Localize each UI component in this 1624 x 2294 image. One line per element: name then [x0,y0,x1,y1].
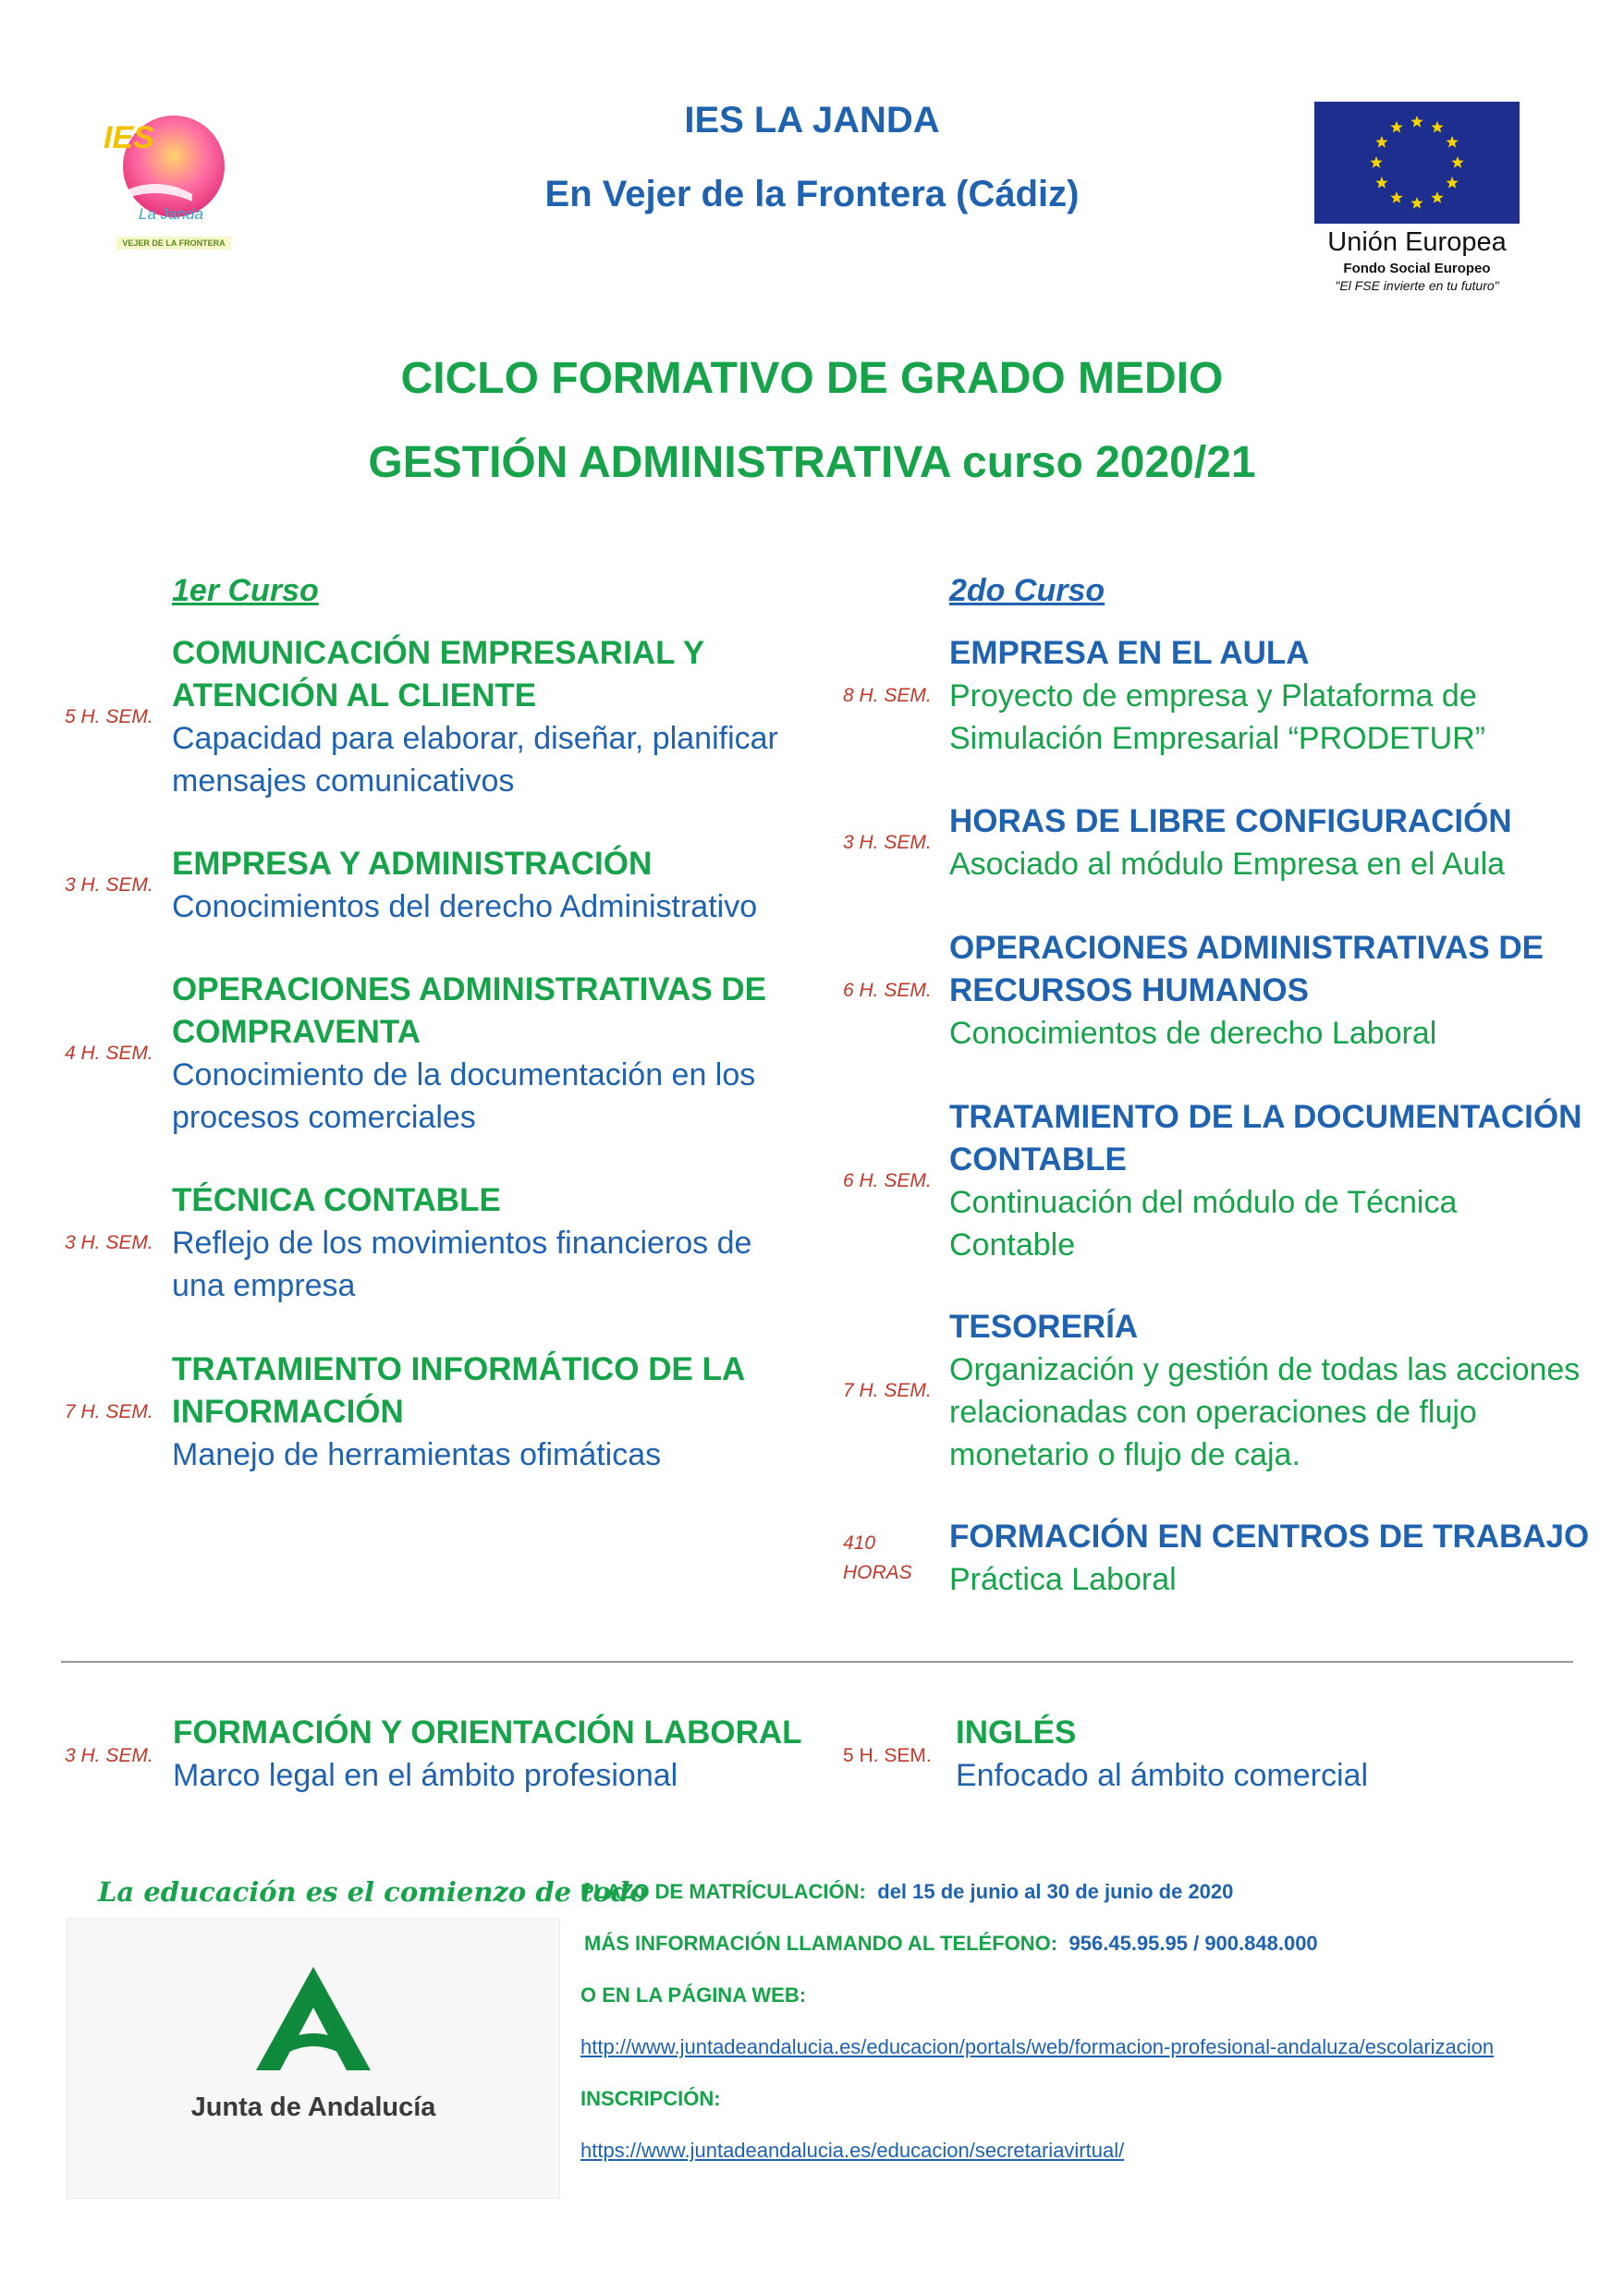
module-description: Contable [949,1227,1076,1263]
common-module-title: FORMACIÓN Y ORIENTACIÓN LABORAL [173,1714,802,1751]
module-title: CONTABLE [949,1141,1127,1178]
first-year-heading: 1er Curso [172,573,319,608]
module-hours: 7 H. SEM. [843,1380,932,1401]
module-description: Continuación del módulo de Técnica [949,1185,1458,1220]
module-hours: 7 H. SEM. [65,1401,153,1422]
module-title: OPERACIONES ADMINISTRATIVAS DE [949,930,1545,966]
module-description: Conocimientos de derecho Laboral [949,1016,1437,1051]
module-title: ATENCIÓN AL CLIENTE [172,677,537,714]
common-module-hours: 5 H. SEM. [843,1745,932,1766]
enrollment-dates: del 15 de junio al 30 de junio de 2020 [877,1880,1234,1903]
second-year-heading: 2do Curso [949,573,1105,608]
common-module-title: INGLÉS [956,1714,1077,1751]
module-hours: 3 H. SEM. [65,1232,153,1253]
module-title: TÉCNICA CONTABLE [172,1182,501,1218]
enrollment-label: PLAZO DE MATRÍCULACIÓN: [580,1880,866,1903]
school-name: IES LA JANDA [684,100,940,140]
module-description: Proyecto de empresa y Plataforma de [949,678,1477,714]
module-hours: HORAS [843,1562,912,1583]
module-hours: 8 H. SEM. [843,685,932,706]
module-title: TRATAMIENTO INFORMÁTICO DE LA [172,1351,746,1387]
phone-numbers: 956.45.95.95 / 900.848.000 [1068,1932,1318,1955]
cycle-title: CICLO FORMATIVO DE GRADO MEDIO [400,354,1224,403]
module-description: Simulación Empresarial “PRODETUR” [949,721,1486,756]
module-title: RECURSOS HUMANOS [949,972,1309,1008]
common-module-desc: Enfocado al ámbito comercial [956,1758,1369,1793]
course-title: GESTIÓN ADMINISTRATIVA curso 2020/21 [368,438,1256,487]
module-hours: 4 H. SEM. [65,1043,153,1064]
web-label: O EN LA PÁGINA WEB: [580,1983,807,2007]
junta-logo-box [67,1918,560,2199]
common-module-desc: Marco legal en el ámbito profesional [173,1758,678,1793]
module-hours: 5 H. SEM. [65,706,153,727]
module-hours: 3 H. SEM. [843,832,932,853]
junta-name: Junta de Andalucía [190,2093,436,2122]
enrollment-period [580,1880,1233,1904]
slogan: La educación es el comienzo de todo [98,1876,648,1908]
junta-logo-icon [256,1967,371,2070]
school-logo-text: IES [104,120,154,155]
module-title: EMPRESA EN EL AULA [949,635,1310,671]
eu-flag [1314,102,1520,224]
eu-motto: "El FSE invierte en tu futuro" [1335,278,1499,293]
inscription-link[interactable]: https://www.juntadeandalucia.es/educacion/secretariavirtual/ [580,2139,1125,2162]
module-title: OPERACIONES ADMINISTRATIVAS DE [172,971,767,1007]
module-title: COMPRAVENTA [172,1014,421,1050]
module-description: Organización y gestión de todas las acciones [949,1352,1581,1387]
module-description: mensajes comunicativos [172,763,515,799]
module-title: FORMACIÓN EN CENTROS DE TRABAJO [949,1519,1590,1555]
common-module-hours: 3 H. SEM. [65,1745,153,1766]
module-description: Manejo de herramientas ofimáticas [172,1437,662,1472]
module-description: Conocimiento de la documentación en los [172,1057,756,1092]
section-divider [61,1661,1573,1663]
module-title: INFORMACIÓN [172,1394,404,1430]
school-location: En Vejer de la Frontera (Cádiz) [544,174,1080,214]
module-description: Asociado al módulo Empresa en el Aula [949,847,1506,882]
module-description: Reflejo de los movimientos financieros de [172,1226,752,1261]
module-title: COMUNICACIÓN EMPRESARIAL Y [172,635,705,671]
school-logo-sub: La Janda [139,205,203,223]
module-description: Conocimientos del derecho Administrativo [172,889,758,924]
module-description: monetario o flujo de caja. [949,1437,1300,1472]
module-title: TRATAMIENTO DE LA DOCUMENTACIÓN [949,1099,1582,1135]
module-hours: 3 H. SEM. [65,874,153,896]
module-description: una empresa [172,1268,356,1303]
module-hours: 6 H. SEM. [843,980,932,1001]
eu-fund: Fondo Social Europeo [1343,261,1491,276]
phone-info [584,1932,1318,1956]
module-description: relacionadas con operaciones de flujo [949,1395,1477,1430]
school-logo-caption: VEJER DE LA FRONTERA [122,238,226,248]
phone-label: MÁS INFORMACIÓN LLAMANDO AL TELÉFONO: [584,1932,1058,1955]
module-title: HORAS DE LIBRE CONFIGURACIÓN [949,803,1512,839]
module-description: procesos comerciales [172,1100,476,1135]
module-title: TESORERÍA [949,1309,1139,1345]
web-link[interactable]: http://www.juntadeandalucia.es/educacion/portals/web/formacion-profesional-andaluza/escolarizacion [580,2035,1495,2058]
module-hours: 410 [843,1532,876,1554]
module-description: Práctica Laboral [949,1562,1177,1597]
eu-title: Unión Europea [1327,227,1507,257]
module-description: Capacidad para elaborar, diseñar, planificar [172,721,778,756]
module-hours: 6 H. SEM. [843,1170,932,1191]
module-title: EMPRESA Y ADMINISTRACIÓN [172,846,653,882]
inscription-label: INSCRIPCIÓN: [580,2087,721,2110]
